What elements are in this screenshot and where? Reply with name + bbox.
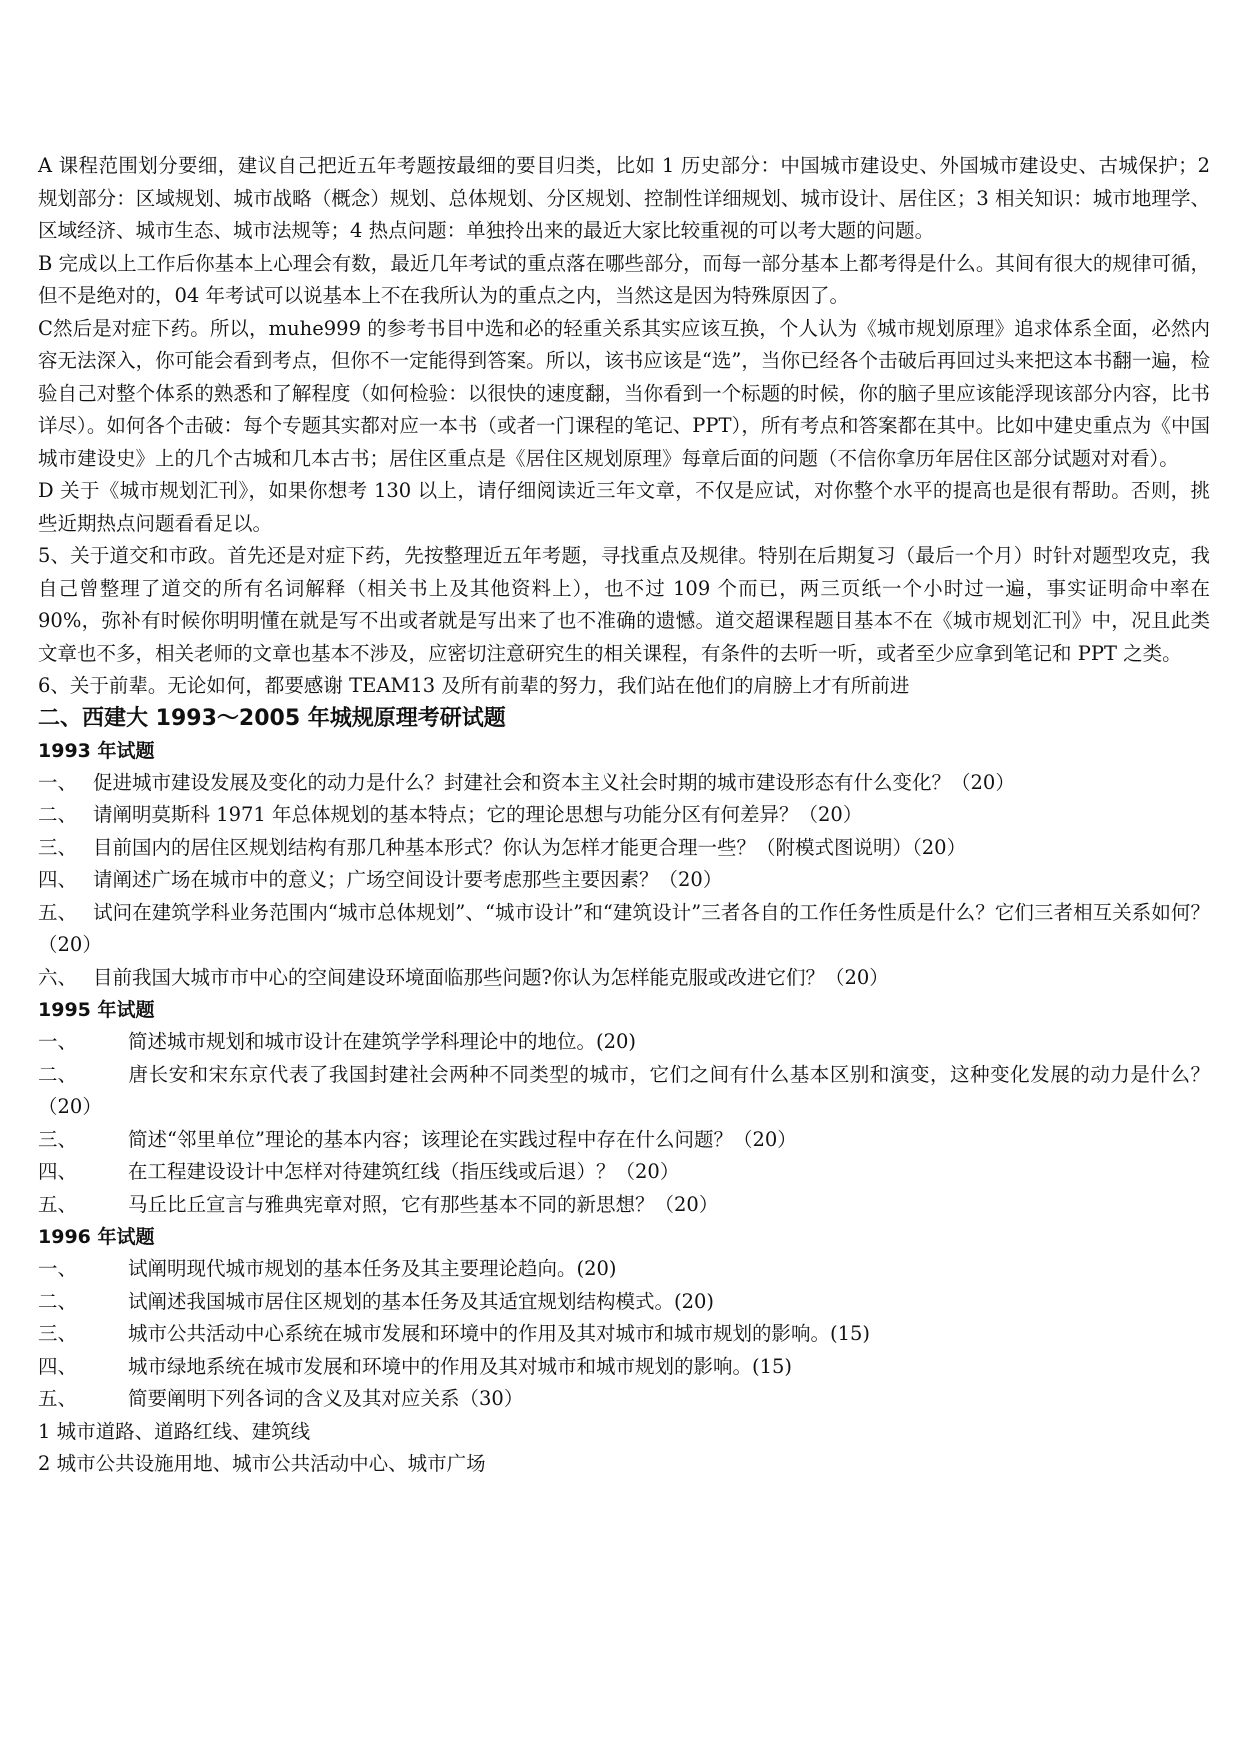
year-title-1996: 1996 年试题 — [38, 1226, 155, 1248]
question-text: 简述城市规划和城市设计在建筑学学科理论中的地位。(20) — [128, 1030, 637, 1053]
question-number: 五、 — [38, 1192, 78, 1216]
sub-item: 2 城市公共设施用地、城市公共活动中心、城市广场 — [38, 1452, 486, 1475]
question-text: 试问在建筑学科业务范围内“城市总体规划”、“城市设计”和“建筑设计”三者各自的工作任务性质是什么？它们三者相互关系如何？（20） — [38, 900, 1210, 956]
question-item — [38, 1286, 1210, 1319]
question-text: 目前国内的居住区规划结构有那几种基本形式？你认为怎样才能更合理一些？（附模式图说明）（20） — [93, 835, 967, 859]
question-item — [38, 1059, 1210, 1124]
intro-paragraph-d: D 关于《城市规划汇刊》，如果你想考 130 以上，请仔细阅读近三年文章，不仅是应试，对你整个水平的提高也是很有帮助。否则，挑些近期热点问题看看足以。 — [38, 479, 1210, 535]
question-text: 在工程建设设计中怎样对待建筑红线（指压线或后退）？（20） — [128, 1160, 680, 1183]
question-item — [38, 767, 1210, 800]
intro-paragraph-5: 5、关于道交和市政。首先还是对症下药，先按整理近五年考题，寻找重点及规律。特别在后期复习（最后一个月）时针对题型攻克，我自己曾整理了道交的所有名词解释（相关书上及其他资料上），也不过 109 个而已，两三页纸一个小时过一遍，事实证明命中率在 90%，弥补有时候你明明懂在就是写不出或者就是写出来了也不准确的遗憾。道交超课程题目基本不在《城市规划汇刊》中，况且此类文章也不多，相关老师的文章也基本不涉及，应密切注意研究生的相关课程，有条件的去听一听，或者至少应拿到笔记和 PPT 之类。 — [38, 544, 1210, 665]
sub-item: 1 城市道路、道路红线、建筑线 — [38, 1419, 311, 1443]
question-number: 四、 — [38, 1354, 78, 1378]
question-number: 五、 — [38, 900, 78, 924]
question-number: 一、 — [38, 1030, 78, 1053]
question-text: 促进城市建设发展及变化的动力是什么？封建社会和资本主义社会时期的城市建设形态有什么变化？（20） — [93, 770, 1015, 794]
year-title-1993: 1993 年试题 — [38, 739, 155, 762]
question-number: 三、 — [38, 835, 78, 859]
question-text: 目前我国大城市市中心的空间建设环境面临那些问题?你认为怎样能克服或改进它们？（20） — [93, 965, 889, 989]
question-number: 二、 — [38, 1062, 78, 1086]
question-item — [38, 799, 1210, 832]
question-number: 一、 — [38, 1257, 78, 1280]
question-item — [38, 1156, 1210, 1189]
question-number: 四、 — [38, 1160, 78, 1183]
question-item — [38, 1253, 1210, 1286]
question-number: 一、 — [38, 770, 78, 794]
year-title-1995: 1995 年试题 — [38, 999, 155, 1021]
intro-paragraph-b: B 完成以上工作后你基本上心理会有数，最近几年考试的重点落在哪些部分，而每一部分基本上都考得是什么。其间有很大的规律可循，但不是绝对的，04 年考试可以说基本上不在我所认为的重点之内，当然这是因为特殊原因了。 — [38, 251, 1210, 307]
question-text: 请阐明莫斯科 1971 年总体规划的基本特点；它的理论思想与功能分区有何差异？（20） — [93, 803, 863, 826]
question-item — [38, 1026, 1210, 1059]
question-item — [38, 1383, 1210, 1416]
question-number: 四、 — [38, 868, 78, 891]
question-number: 三、 — [38, 1322, 78, 1345]
document-page — [38, 150, 1210, 1481]
question-item — [38, 1351, 1210, 1384]
question-text: 请阐述广场在城市中的意义；广场空间设计要考虑那些主要因素？（20） — [93, 868, 723, 891]
intro-paragraph-6: 6、关于前辈。无论如何，都要感谢 TEAM13 及所有前辈的努力，我们站在他们的肩膀上才有所前进 — [38, 674, 910, 697]
question-text: 城市绿地系统在城市发展和环境中的作用及其对城市和城市规划的影响。(15) — [128, 1354, 793, 1378]
question-text: 试阐明现代城市规划的基本任务及其主要理论趋向。(20) — [128, 1257, 617, 1280]
question-number: 二、 — [38, 803, 78, 826]
question-item — [38, 962, 1210, 995]
question-number: 二、 — [38, 1289, 78, 1313]
intro-paragraph-c: C然后是对症下药。所以，muhe999 的参考书目中选和必的轻重关系其实应该互换，个人认为《城市规划原理》追求体系全面，必然内容无法深入，你可能会看到考点，但你不一定能得到答案。所以，该书应该是“选”，当你已经各个击破后再回过头来把这本书翻一遍，检验自己对整个体系的熟悉和了解程度（如何检验：以很快的速度翻，当你看到一个标题的时候，你的脑子里应该能浮现该部分内容，比书详尽）。如何各个击破：每个专题其实都对应一本书（或者一门课程的笔记、PPT），所有考点和答案都在其中。比如中建史重点为《中国城市建设史》上的几个古城和几本古书；居住区重点是《居住区规划原理》每章后面的问题（不信你拿历年居住区部分试题对对看）。 — [38, 316, 1210, 470]
question-text: 简述“邻里单位”理论的基本内容；该理论在实践过程中存在什么问题？（20） — [128, 1127, 797, 1151]
question-item — [38, 897, 1210, 962]
intro-paragraph-a: A 课程范围划分要细，建议自己把近五年考题按最细的要目归类，比如 1 历史部分：中国城市建设史、外国城市建设史、古城保护；2 规划部分：区域规划、城市战略（概念）规划、总体规划、分区规划、控制性详细规划、城市设计、居住区；3 相关知识：城市地理学、区域经济、城市生态、城市法规等；4 热点问题：单独拎出来的最近大家比较重视的可以考大题的问题。 — [38, 154, 1210, 242]
question-text: 马丘比丘宣言与雅典宪章对照，它有那些基本不同的新思想？（20） — [128, 1192, 719, 1216]
section-title: 二、西建大 1993～2005 年城规原理考研试题 — [38, 705, 506, 731]
question-item — [38, 1318, 1210, 1351]
question-text: 城市公共活动中心系统在城市发展和环境中的作用及其对城市和城市规划的影响。(15) — [128, 1322, 871, 1345]
question-item — [38, 1189, 1210, 1222]
question-item — [38, 864, 1210, 897]
question-number: 六、 — [38, 965, 78, 989]
question-number: 三、 — [38, 1127, 78, 1151]
question-text: 唐长安和宋东京代表了我国封建社会两种不同类型的城市，它们之间有什么基本区别和演变，这种变化发展的动力是什么？（20） — [38, 1062, 1210, 1118]
question-text: 简要阐明下列各词的含义及其对应关系（30） — [128, 1387, 524, 1410]
question-text: 试阐述我国城市居住区规划的基本任务及其适宜规划结构模式。(20) — [128, 1289, 715, 1313]
question-item — [38, 1124, 1210, 1157]
question-item — [38, 832, 1210, 865]
question-number: 五、 — [38, 1387, 78, 1410]
